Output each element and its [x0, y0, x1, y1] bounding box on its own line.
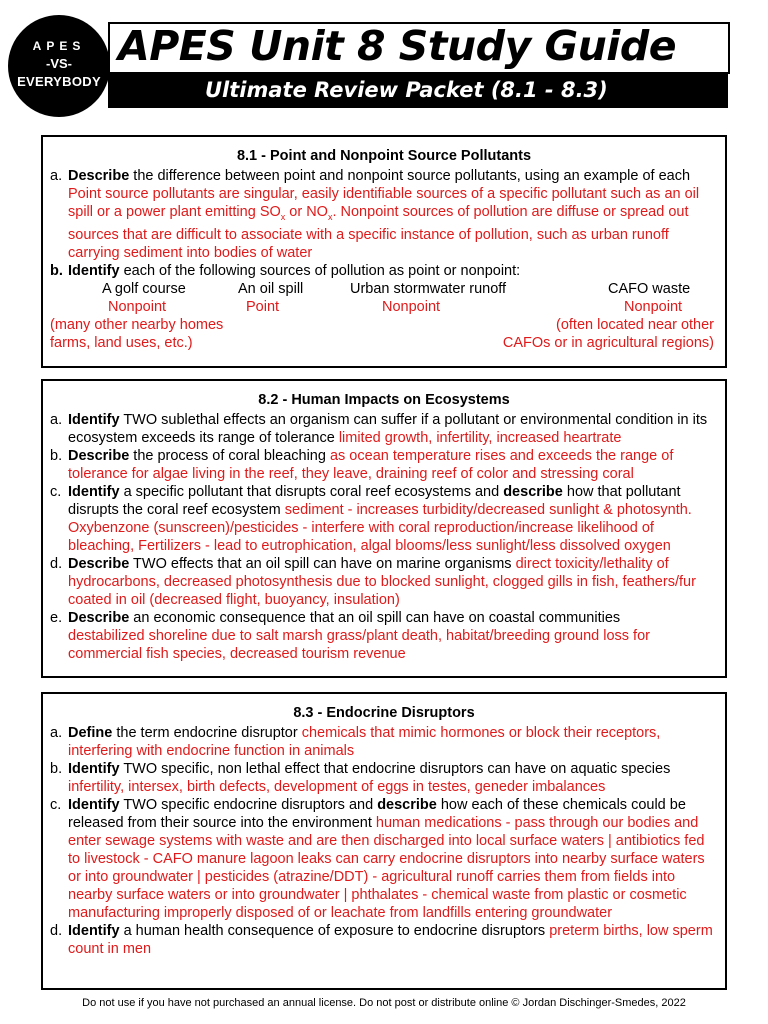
- question-prompt: a specific pollutant that disrupts coral reef ecosystems and: [119, 484, 504, 500]
- task-verb: describe: [377, 797, 437, 813]
- question-prompt: TWO specific, non lethal effect that endocrine disruptors can have on aquatic species: [119, 761, 671, 777]
- question-prompt: a human health consequence of exposure to endocrine disruptors: [119, 923, 550, 939]
- answer-text: sediment - increases turbidity/decreased sunlight & photosynth. Oxybenzone (sunscreen)/pesticides - interfere with coral reproduction/increase likelihood of bleaching, Fertilizers - lead to eutrophication, algal blooms/less sunlight/less dissolved oxygen: [68, 502, 692, 554]
- question-marker: b.: [50, 761, 63, 777]
- question-marker: e.: [50, 610, 63, 626]
- source-label: An oil spill: [238, 280, 304, 297]
- logo-line-apes: APES: [32, 39, 86, 53]
- question-a: [50, 724, 717, 760]
- question-prompt: TWO sublethal effects an organism can suffer if a pollutant or environmental condition in its ecosystem exceeds its range of tolerance: [68, 412, 708, 446]
- question-prompt: the difference between point and nonpoint source pollutants, using an example of each: [129, 168, 691, 184]
- task-verb: Identify: [68, 262, 120, 279]
- task-verb: describe: [503, 484, 563, 500]
- source-answer: Nonpoint: [624, 298, 683, 315]
- task-verb: Describe: [68, 556, 130, 572]
- page-subtitle: Ultimate Review Packet (8.1 - 8.3): [205, 78, 608, 102]
- question-marker: a.: [50, 168, 63, 184]
- source-answer: Nonpoint: [382, 298, 441, 315]
- question-marker: d.: [50, 556, 63, 572]
- license-footer: Do not use if you have not purchased an annual license. Do not post or distribute online © Jordan Dischinger-Smedes, 2022: [82, 997, 686, 1009]
- source-answer: Nonpoint: [108, 298, 167, 315]
- section-title: 8.2 - Human Impacts on Ecosystems: [258, 392, 510, 408]
- question-marker: b.: [50, 262, 63, 279]
- task-verb: Define: [68, 725, 113, 741]
- source-label: A golf course: [102, 280, 186, 297]
- question-c: [50, 796, 717, 922]
- task-verb: Identify: [68, 923, 120, 939]
- question-d: [50, 922, 717, 958]
- pollution-source-grid: [50, 280, 717, 354]
- question-marker: c.: [50, 484, 62, 500]
- answer-note: farms, land uses, etc.): [50, 334, 193, 351]
- answer-note: (many other nearby homes: [50, 316, 224, 333]
- question-prompt: how that pollutant disrupts the coral reef ecosystem: [68, 484, 681, 518]
- section-title: 8.1 - Point and Nonpoint Source Pollutants: [236, 148, 532, 164]
- question-prompt: an economic consequence that an oil spill can have on coastal communities: [129, 610, 621, 626]
- question-d: [50, 555, 717, 609]
- question-a: [50, 411, 717, 447]
- question-b: [50, 447, 717, 483]
- answer-text: as ocean temperature rises and exceeds the range of tolerance for algae living in the reef, they leave, draining reef of color and stressing coral: [68, 448, 674, 482]
- question-prompt: the process of coral bleaching: [129, 448, 330, 464]
- answer-text: limited growth, infertility, increased heartrate: [338, 430, 622, 446]
- page-title: APES Unit 8 Study Guide: [118, 22, 677, 70]
- question-prompt: how each of these chemicals could be released from their source into the environment: [68, 797, 686, 831]
- question-prompt: TWO effects that an oil spill can have on marine organisms: [129, 556, 516, 572]
- task-verb: Identify: [68, 412, 120, 428]
- task-verb: Identify: [68, 797, 120, 813]
- logo-badge: [8, 15, 110, 117]
- source-label: CAFO waste: [608, 280, 691, 297]
- task-verb: Describe: [68, 448, 130, 464]
- question-b: [50, 262, 717, 280]
- answer-text: preterm births, low sperm count in men: [68, 923, 713, 957]
- answer-text: Point source pollutants are singular, easily identifiable sources of a specific pollutant such as an oil spill or a power plant emitting $SO_x$ or $NO_x$. Nonpoint sources of pollution are diffuse or spread out sources that are difficult to associate with a specific instance of pollution, such as urban runoff carrying sediment into bodies of water: [68, 186, 700, 261]
- source-answer: Point: [246, 298, 280, 315]
- answer-text: infertility, intersex, birth defects, development of eggs in testes, geneder imbalances: [68, 779, 606, 795]
- question-marker: a.: [50, 725, 63, 741]
- answer-note: CAFOs or in agricultural regions): [502, 334, 714, 351]
- question-marker: c.: [50, 797, 62, 813]
- answer-text: chemicals that mimic hormones or block their receptors, interfering with endocrine function in animals: [68, 725, 661, 759]
- section-8-3: [41, 692, 727, 990]
- answer-note: (often located near other: [556, 316, 714, 333]
- question-marker: d.: [50, 923, 63, 939]
- task-verb: Identify: [68, 761, 120, 777]
- question-b: [50, 760, 717, 796]
- section-8-2: [41, 379, 727, 678]
- question-e: [50, 609, 717, 663]
- question-prompt: the term endocrine disruptor: [112, 725, 302, 741]
- task-verb: Identify: [68, 484, 120, 500]
- logo-line-vs: -VS-: [46, 56, 72, 71]
- answer-text: destabilized shoreline due to salt marsh grass/plant death, habitat/breeding ground loss for commercial fish species, decreased tourism revenue: [68, 628, 650, 662]
- question-prompt: each of the following sources of pollution as point or nonpoint:: [119, 262, 521, 279]
- answer-text: direct toxicity/lethality of hydrocarbons, decreased photosynthesis due to blocked sunlight, clogged gills in fish, feathers/fur coated in oil (decreased flight, buoyancy, insulation): [68, 556, 696, 608]
- question-a: [50, 167, 717, 262]
- source-label: Urban stormwater runoff: [350, 280, 507, 297]
- question-marker: a.: [50, 412, 63, 428]
- question-prompt: TWO specific endocrine disruptors and: [119, 797, 378, 813]
- task-verb: Describe: [68, 168, 130, 184]
- section-title: 8.3 - Endocrine Disruptors: [293, 705, 475, 721]
- task-verb: Describe: [68, 610, 130, 626]
- question-marker: b.: [50, 448, 63, 464]
- section-8-1: [41, 135, 727, 368]
- answer-text: human medications - pass through our bodies and enter sewage systems with waste and are then discharged into local surface waters | antibiotics fed to livestock - CAFO manure lagoon leaks can carry endocrine disruptors into nearby surface waters or into groundwater | pesticides (atrazine/DDT) - agricultural runoff carries them from fields into nearby surface waters or into groundwater | phthalates - chemical waste from plastic or cosmetic manufacturing improperly disposed of or leachate from landfills entering groundwater: [68, 815, 705, 921]
- question-c: [50, 483, 717, 555]
- logo-line-everybody: EVERYBODY: [17, 74, 101, 89]
